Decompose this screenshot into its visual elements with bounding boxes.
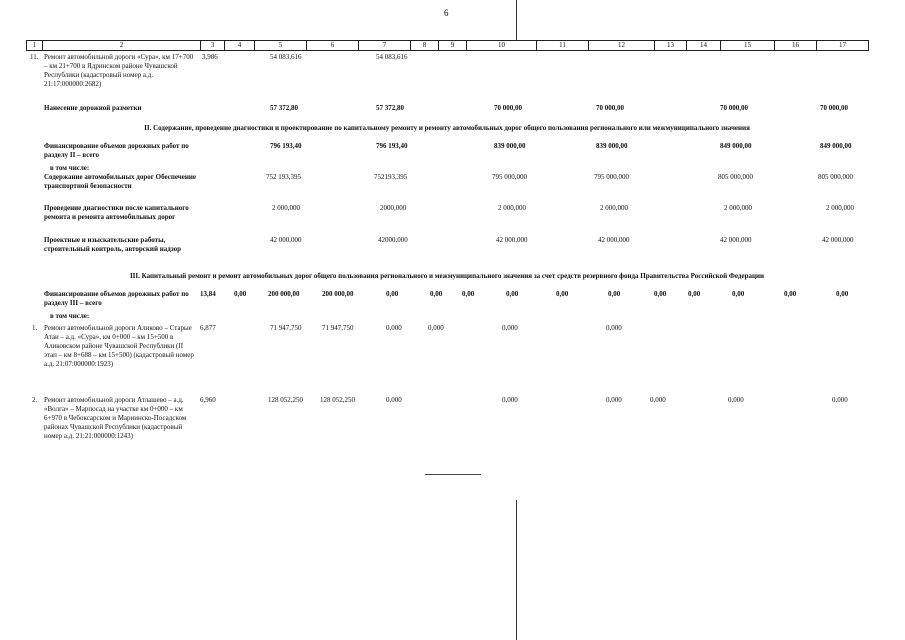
fin3-col13: 0,00	[654, 290, 667, 298]
design-col12: 42 000,000	[598, 236, 630, 244]
marking-col5: 57 372,80	[270, 104, 298, 112]
fin3-col15: 0,00	[732, 290, 745, 298]
marking-col10: 70 000,00	[494, 104, 522, 112]
maint-col7: 752193,395	[374, 173, 408, 181]
design-label: Проектные и изыскательские работы, строительный контроль, авторский надзор	[44, 236, 182, 253]
incl3-label: в том числе:	[50, 312, 90, 320]
col-13-header: 13	[655, 41, 687, 51]
col-8-header: 8	[411, 41, 439, 51]
row2-col12: 0,000	[606, 396, 622, 404]
fold-line-bottom	[516, 500, 517, 640]
col-17-header: 17	[817, 41, 869, 51]
row1-col10: 0,000	[502, 324, 518, 332]
fin3-col7: 0,00	[386, 290, 399, 298]
col-15-header: 15	[721, 41, 775, 51]
row1-col5: 71 947,750	[270, 324, 302, 332]
diag-col15: 2 000,000	[724, 204, 752, 212]
design-col10: 42 000,000	[496, 236, 528, 244]
maint-col12: 795 000,000	[594, 173, 629, 181]
row11-length: 3,986	[202, 53, 218, 61]
col-1-header: 1	[27, 41, 43, 51]
row2-col6: 128 052,250	[320, 396, 355, 404]
fin2-col7: 796 193,40	[376, 142, 408, 150]
col-3-header: 3	[201, 41, 225, 51]
marking-label: Нанесение дорожной разметки	[44, 104, 142, 112]
fin2-col17: 849 000,00	[820, 142, 852, 150]
page-number: 6	[444, 8, 449, 18]
fin3-label: Финансирование объемов дорожных работ по разделу III – всего	[44, 290, 189, 307]
design-col15: 42 000,000	[720, 236, 752, 244]
row2-col5: 128 052,250	[268, 396, 303, 404]
marking-col15: 70 000,00	[720, 104, 748, 112]
fin2-col10: 839 000,00	[494, 142, 526, 150]
row2-label: Ремонт автомобильной дороги Атлашево – а.д. «Волга» – Марпосад на участке км 0+000 – км 6+970 в Чебоксарском и Мариинско-Посадском районах Чувашской Республики (кадастровый номер а.д. 21:21:000000:1243)	[44, 396, 187, 440]
row1-col7: 0,000	[386, 324, 402, 332]
fin3-col6: 200 000,00	[322, 290, 354, 298]
row1-number: 1.	[32, 324, 38, 332]
fin3-col10: 0,00	[506, 290, 519, 298]
row11-col5: 54 083,616	[270, 53, 302, 61]
maint-col15: 805 000,000	[718, 173, 753, 181]
fold-line-top	[516, 0, 517, 40]
marking-col17: 70 000,00	[820, 104, 848, 112]
row1-col12: 0,000	[606, 324, 622, 332]
row1-col8: 0,000	[428, 324, 444, 332]
design-col17: 42 000,000	[822, 236, 854, 244]
row11-label: Ремонт автомобильной дороги «Сура», км 17+700 – км 21+700 в Ядринском районе Чувашской Республики (кадастровый номер а.д. 21:17:000000:2682)	[44, 53, 194, 88]
marking-col12: 70 000,00	[596, 104, 624, 112]
row11-col7: 54 083,616	[376, 53, 408, 61]
row2-col13: 0,000	[650, 396, 666, 404]
diag-col5: 2 000,000	[272, 204, 300, 212]
section-3-title: III. Капитальный ремонт и ремонт автомобильных дорог общего пользования регионального и межмуниципального значения за счет средств резервного фонда Правительства Российской Федерации	[129, 272, 765, 280]
fin2-col12: 839 000,00	[596, 142, 628, 150]
table-end-line	[425, 474, 481, 475]
row2-col7: 0,000	[386, 396, 402, 404]
diag-col7: 2000,000	[380, 204, 407, 212]
marking-col7: 57 372,80	[376, 104, 404, 112]
col-2-header: 2	[43, 41, 201, 51]
fin3-col11: 0,00	[556, 290, 569, 298]
col-7-header: 7	[359, 41, 411, 51]
fin3-col16: 0,00	[784, 290, 797, 298]
fin3-col4: 0,00	[234, 290, 247, 298]
diag-col12: 2 000,000	[600, 204, 628, 212]
fin2-col15: 849 000,00	[720, 142, 752, 150]
col-10-header: 10	[467, 41, 537, 51]
maint-col5: 752 193,395	[266, 173, 301, 181]
fin3-col8: 0,00	[430, 290, 443, 298]
column-header-row	[26, 40, 869, 51]
row2-length: 6,960	[200, 396, 216, 404]
fin3-col9: 0,00	[462, 290, 475, 298]
diag-col17: 2 000,000	[826, 204, 854, 212]
col-14-header: 14	[687, 41, 721, 51]
fin3-col17: 0,00	[836, 290, 849, 298]
row1-length: 6,877	[200, 324, 216, 332]
diag-label: Проведение диагностики после капитального ремонта и ремонта автомобильных дорог	[44, 204, 189, 221]
row2-number: 2.	[32, 396, 38, 404]
maint-col10: 795 000,000	[492, 173, 527, 181]
design-col5: 42 000,000	[270, 236, 302, 244]
col-12-header: 12	[589, 41, 655, 51]
incl2-label: в том числе:	[50, 164, 90, 172]
design-col7: 42000,000	[378, 236, 408, 244]
row2-col17: 0,000	[832, 396, 848, 404]
col-11-header: 11	[537, 41, 589, 51]
row11-number: 11.	[30, 53, 39, 61]
row2-col15: 0,000	[728, 396, 744, 404]
fin3-col5: 200 000,00	[268, 290, 300, 298]
col-6-header: 6	[307, 41, 359, 51]
diag-col10: 2 000,000	[498, 204, 526, 212]
maint-col17: 805 000,000	[818, 173, 853, 181]
fin3-col14: 0,00	[688, 290, 701, 298]
row1-col6: 71 947,750	[322, 324, 354, 332]
fin3-col3: 13,84	[200, 290, 216, 298]
col-16-header: 16	[775, 41, 817, 51]
col-4-header: 4	[225, 41, 255, 51]
fin2-label: Финансирование объемов дорожных работ по разделу II – всего	[44, 142, 189, 159]
fin3-col12: 0,00	[608, 290, 621, 298]
row2-col10: 0,000	[502, 396, 518, 404]
maint-label: Содержание автомобильных дорог Обеспечение транспортной безопасности	[44, 173, 197, 190]
col-5-header: 5	[255, 41, 307, 51]
section-2-title: II. Содержание, проведение диагностики и проектирование по капитальному ремонту и ремонту автомобильных дорог общего пользования регионального или межмуниципального значения	[144, 124, 750, 132]
col-9-header: 9	[439, 41, 467, 51]
fin2-col5: 796 193,40	[270, 142, 302, 150]
row1-label: Ремонт автомобильной дороги Аликово – Старые Атаи – а.д. «Сура», км 0+000 – км 15+500 в Аликовском районе Чувашской Республики (II этап – км 8+688 – км 15+500) (кадастровый номер а.д. 21:07:000000:1923)	[44, 324, 194, 368]
